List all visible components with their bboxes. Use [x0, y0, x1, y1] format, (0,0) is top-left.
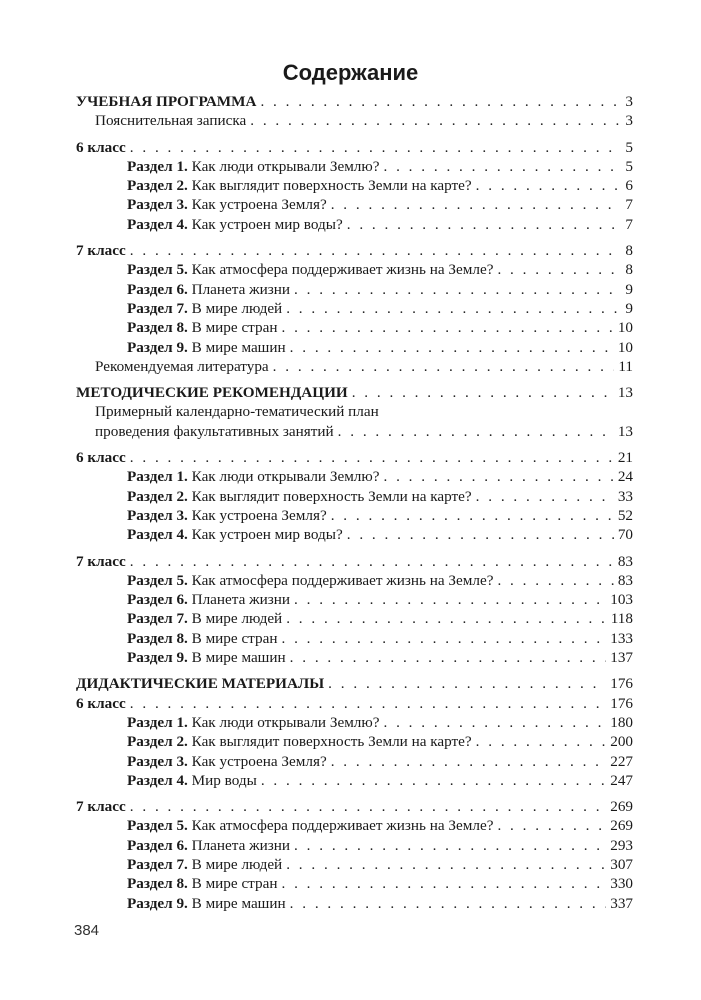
toc-page-number: 52	[617, 506, 633, 524]
toc-page-number: 8	[625, 261, 633, 279]
toc-entry-label: проведения факультативных занятий	[95, 422, 334, 440]
dot-leader	[352, 384, 614, 402]
dot-leader	[383, 158, 621, 176]
toc-page-number: 103	[610, 591, 633, 609]
dot-leader	[497, 572, 613, 590]
toc-section-entry[interactable]	[76, 93, 633, 112]
section-title: Как люди открывали Землю?	[187, 157, 380, 175]
section-number: Раздел 9.	[127, 894, 188, 912]
dot-leader	[273, 358, 615, 376]
section-number: Раздел 3.	[127, 506, 188, 524]
toc-page-number: 70	[617, 526, 633, 544]
toc-entry-label	[127, 281, 290, 299]
toc-entry-label: 6 класс	[76, 138, 126, 156]
toc-entry-label	[127, 837, 290, 855]
toc-text-line: Примерный календарно-тематический план	[95, 403, 379, 421]
toc-entry[interactable]	[76, 572, 633, 591]
page-number: 384	[74, 922, 100, 939]
toc-entry[interactable]	[76, 196, 633, 215]
dot-leader	[281, 630, 606, 648]
section-number: Раздел 8.	[127, 629, 188, 647]
section-title: Как выглядит поверхность Земли на карте?	[187, 487, 472, 505]
toc-entry[interactable]	[76, 423, 633, 442]
toc-entry[interactable]	[76, 468, 633, 487]
dot-leader	[130, 553, 614, 571]
section-title: Планета жизни	[187, 591, 291, 609]
table-of-contents	[76, 93, 633, 914]
toc-entry[interactable]	[76, 753, 633, 772]
toc-page-number: 13	[617, 384, 633, 402]
toc-entry-label	[127, 875, 277, 893]
toc-entry-label	[127, 733, 472, 751]
toc-page-number: 307	[610, 855, 633, 873]
toc-entry-label: Рекомендуемая литература	[95, 357, 269, 375]
toc-entry-label	[127, 817, 493, 835]
section-number: Раздел 2.	[127, 487, 188, 505]
toc-entry[interactable]	[76, 856, 633, 875]
toc-entry[interactable]	[76, 488, 633, 507]
toc-entry[interactable]	[76, 714, 633, 733]
toc-page-number: 137	[610, 649, 633, 667]
section-number: Раздел 2.	[127, 733, 188, 751]
toc-page-number: 293	[610, 836, 633, 854]
section-title: Как устроена Земля?	[187, 752, 327, 770]
dot-leader	[347, 216, 622, 234]
toc-page-number: 5	[625, 157, 633, 175]
toc-page-number: 176	[610, 675, 633, 693]
toc-page-number: 133	[610, 629, 633, 647]
section-title: Как люди открывали Землю?	[187, 468, 380, 486]
section-title: Как атмосфера поддерживает жизнь на Земле?	[187, 817, 494, 835]
section-number: Раздел 2.	[127, 177, 188, 195]
section-number: Раздел 4.	[127, 215, 188, 233]
dot-leader	[331, 196, 622, 214]
dot-leader	[347, 526, 614, 544]
dot-leader	[294, 281, 621, 299]
toc-entry[interactable]	[76, 261, 633, 280]
toc-page-number: 7	[625, 215, 633, 233]
dot-leader	[497, 261, 621, 279]
toc-entry[interactable]	[76, 630, 633, 649]
toc-entry[interactable]	[76, 216, 633, 235]
dot-leader	[476, 177, 622, 195]
dot-leader	[294, 591, 606, 609]
dot-leader	[383, 468, 613, 486]
section-number: Раздел 9.	[127, 649, 188, 667]
toc-page-number: 330	[610, 875, 633, 893]
section-title: В мире машин	[187, 649, 286, 667]
toc-entry-label	[127, 856, 282, 874]
section-title: Планета жизни	[187, 836, 291, 854]
toc-entry[interactable]	[76, 526, 633, 545]
toc-page-number: 83	[617, 571, 633, 589]
dot-leader	[260, 93, 621, 111]
toc-entry[interactable]	[76, 358, 633, 377]
dot-leader	[331, 753, 607, 771]
toc-page-number: 5	[625, 138, 633, 156]
section-number: Раздел 4.	[127, 526, 188, 544]
section-number: Раздел 1.	[127, 713, 188, 731]
toc-entry-label	[127, 507, 327, 525]
toc-page-number: 9	[625, 299, 633, 317]
toc-entry-label	[127, 895, 286, 913]
section-title: В мире стран	[187, 319, 278, 337]
toc-entry[interactable]	[76, 610, 633, 629]
dot-leader	[286, 856, 606, 874]
section-number: Раздел 8.	[127, 319, 188, 337]
section-title: Как устроен мир воды?	[187, 215, 343, 233]
toc-section-entry[interactable]	[76, 242, 633, 261]
dot-leader	[294, 837, 606, 855]
section-title: Как люди открывали Землю?	[187, 713, 380, 731]
section-title: Как устроена Земля?	[187, 506, 327, 524]
toc-section-entry[interactable]	[76, 695, 633, 714]
dot-leader	[290, 649, 607, 667]
toc-entry[interactable]	[76, 319, 633, 338]
dot-leader	[476, 488, 614, 506]
section-number: Раздел 3.	[127, 752, 188, 770]
section-title: Как выглядит поверхность Земли на карте?	[187, 733, 472, 751]
dot-leader	[290, 895, 607, 913]
dot-leader	[290, 339, 614, 357]
section-number: Раздел 1.	[127, 157, 188, 175]
toc-entry[interactable]	[76, 875, 633, 894]
toc-entry-label	[127, 468, 379, 486]
toc-page-number: 269	[610, 798, 633, 816]
section-title: Как атмосфера поддерживает жизнь на Земле?	[187, 261, 494, 279]
section-number: Раздел 1.	[127, 468, 188, 486]
toc-entry-label: 7 класс	[76, 798, 126, 816]
toc-entry[interactable]	[76, 300, 633, 319]
dot-leader	[250, 112, 621, 130]
dot-leader	[383, 714, 606, 732]
toc-entry-label	[127, 300, 282, 318]
toc-entry-label	[127, 261, 493, 279]
toc-entry-label: 7 класс	[76, 242, 126, 260]
dot-leader	[286, 300, 621, 318]
toc-page-number: 8	[625, 242, 633, 260]
toc-entry-label	[127, 526, 343, 544]
toc-entry-label	[127, 196, 327, 214]
toc-section-entry[interactable]	[76, 139, 633, 158]
section-title: В мире людей	[187, 299, 283, 317]
toc-page-number: 337	[610, 894, 633, 912]
section-title: Мир воды	[187, 771, 257, 789]
dot-leader	[130, 139, 622, 157]
toc-entry[interactable]	[76, 177, 633, 196]
section-title: Как устроен мир воды?	[187, 526, 343, 544]
dot-leader	[328, 675, 606, 693]
toc-entry[interactable]	[76, 112, 633, 131]
toc-page-number: 13	[617, 422, 633, 440]
toc-entry-label	[127, 339, 286, 357]
toc-page-number: 269	[610, 817, 633, 835]
toc-section-entry[interactable]	[76, 798, 633, 817]
toc-entry[interactable]	[76, 817, 633, 836]
toc-page-number: 21	[617, 449, 633, 467]
toc-section-entry[interactable]	[76, 675, 633, 694]
toc-page-number: 118	[610, 610, 633, 628]
toc-page-number: 9	[625, 280, 633, 298]
section-title: В мире людей	[187, 855, 283, 873]
toc-entry[interactable]	[76, 837, 633, 856]
toc-entry-label	[127, 572, 493, 590]
section-title: В мире стран	[187, 629, 278, 647]
toc-page-number: 3	[625, 112, 633, 130]
dot-leader	[130, 798, 606, 816]
toc-page-number: 180	[610, 713, 633, 731]
page-title: Содержание	[282, 60, 419, 85]
dot-leader	[130, 242, 622, 260]
toc-section-entry[interactable]	[76, 384, 633, 403]
section-number: Раздел 6.	[127, 591, 188, 609]
toc-entry-label: 7 класс	[76, 552, 126, 570]
dot-leader	[331, 507, 614, 525]
section-title: Как устроена Земля?	[187, 196, 327, 214]
toc-entry[interactable]	[76, 507, 633, 526]
toc-entry-label	[127, 319, 277, 337]
toc-entry[interactable]	[76, 733, 633, 752]
section-number: Раздел 7.	[127, 610, 188, 628]
section-title: Как выглядит поверхность Земли на карте?	[187, 177, 472, 195]
toc-entry-label: МЕТОДИЧЕСКИЕ РЕКОМЕНДАЦИИ	[76, 384, 348, 402]
toc-page-number: 176	[610, 694, 633, 712]
section-title: Планета жизни	[187, 280, 291, 298]
toc-entry[interactable]	[76, 649, 633, 668]
dot-leader	[281, 319, 613, 337]
dot-leader	[476, 733, 607, 751]
toc-entry-label	[127, 772, 257, 790]
section-title: В мире машин	[187, 338, 286, 356]
section-number: Раздел 9.	[127, 338, 188, 356]
toc-page-number: 10	[617, 338, 633, 356]
toc-page-number: 6	[625, 177, 633, 195]
section-number: Раздел 5.	[127, 817, 188, 835]
toc-entry-label: УЧЕБНАЯ ПРОГРАММА	[76, 93, 257, 110]
toc-entry[interactable]	[76, 591, 633, 610]
toc-entry-label: ДИДАКТИЧЕСКИЕ МАТЕРИАЛЫ	[76, 675, 325, 693]
toc-page-number: 83	[617, 552, 633, 570]
section-number: Раздел 8.	[127, 875, 188, 893]
toc-entry[interactable]	[76, 281, 633, 300]
section-number: Раздел 4.	[127, 771, 188, 789]
toc-entry-label	[127, 610, 282, 628]
toc-entry-label	[127, 488, 472, 506]
dot-leader	[281, 875, 606, 893]
section-number: Раздел 5.	[127, 571, 188, 589]
toc-entry-label	[127, 714, 379, 732]
dot-leader	[261, 772, 606, 790]
toc-entry-label: 6 класс	[76, 694, 126, 712]
toc-entry-label	[127, 177, 472, 195]
toc-page-number: 200	[610, 733, 633, 751]
section-title: В мире машин	[187, 894, 286, 912]
toc-page-number: 247	[610, 771, 633, 789]
dot-leader	[130, 695, 606, 713]
dot-leader	[497, 817, 606, 835]
toc-page-number: 10	[617, 319, 633, 337]
toc-entry[interactable]	[76, 895, 633, 914]
toc-entry[interactable]	[76, 339, 633, 358]
toc-entry-label	[127, 630, 277, 648]
toc-entry-label: Пояснительная записка	[95, 112, 247, 130]
toc-entry[interactable]	[76, 158, 633, 177]
section-number: Раздел 5.	[127, 261, 188, 279]
section-title: Как атмосфера поддерживает жизнь на Земле?	[187, 571, 494, 589]
toc-entry-label	[127, 216, 343, 234]
toc-entry-label	[127, 649, 286, 667]
section-title: В мире стран	[187, 875, 278, 893]
dot-leader	[286, 610, 607, 628]
section-number: Раздел 7.	[127, 855, 188, 873]
toc-entry[interactable]	[76, 772, 633, 791]
toc-section-entry[interactable]	[76, 553, 633, 572]
toc-page-number: 3	[625, 93, 633, 110]
toc-entry-label	[127, 591, 290, 609]
section-number: Раздел 3.	[127, 196, 188, 214]
toc-page-number: 11	[618, 357, 633, 375]
toc-section-entry[interactable]	[76, 449, 633, 468]
section-title: В мире людей	[187, 610, 283, 628]
toc-entry-label	[127, 158, 379, 176]
toc-page-number: 24	[617, 468, 633, 486]
section-number: Раздел 6.	[127, 280, 188, 298]
section-number: Раздел 7.	[127, 299, 188, 317]
section-number: Раздел 6.	[127, 836, 188, 854]
dot-leader	[338, 423, 614, 441]
toc-entry-label	[127, 753, 327, 771]
toc-page-number: 227	[610, 752, 633, 770]
dot-leader	[130, 449, 614, 467]
toc-entry-label: 6 класс	[76, 449, 126, 467]
toc-page-number: 33	[617, 487, 633, 505]
toc-page-number: 7	[625, 196, 633, 214]
